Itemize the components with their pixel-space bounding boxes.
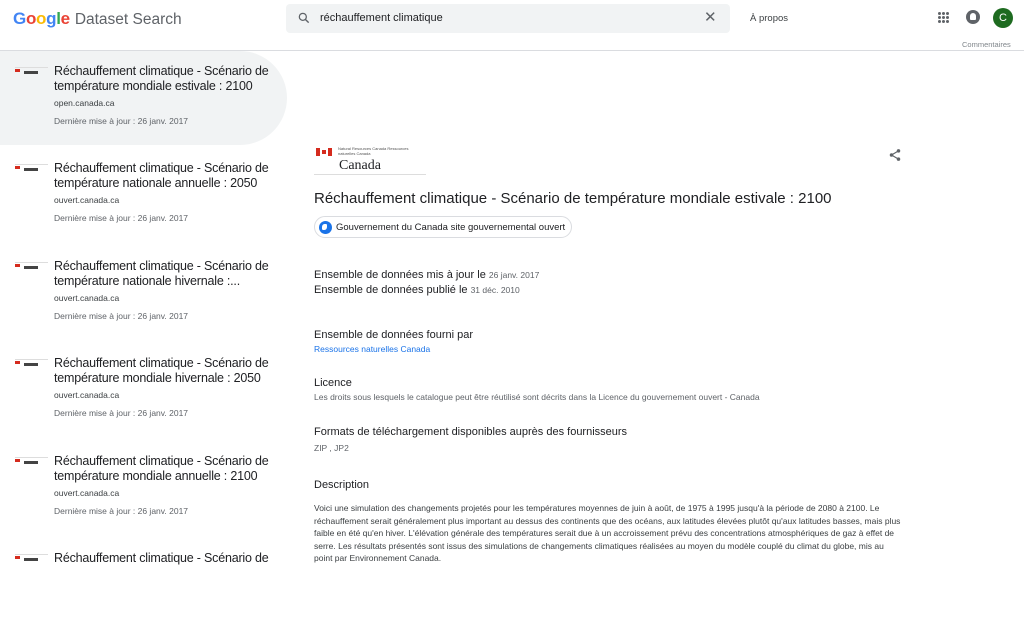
logo-text: Natural Resources Canada Ressources naturelles Canada [338,146,409,156]
formats-label: Formats de téléchargement disponibles auprès des fournisseurs [314,426,628,438]
result-item[interactable] [0,538,287,632]
result-source: ouvert.canada.ca [54,390,120,400]
canada-flag-icon [316,148,332,156]
result-title: Réchauffement climatique - Scénario de température nationale annuelle : 2050 [54,161,269,190]
result-date: Dernière mise à jour : 26 janv. 2017 [54,408,189,418]
source-chip[interactable] [314,216,572,238]
google-logo: Google [13,9,70,28]
search-box[interactable] [286,4,730,33]
published-date: 31 déc. 2010 [470,285,520,295]
result-source: ouvert.canada.ca [54,293,120,303]
provider-link[interactable]: Ressources naturelles Canada [314,344,431,354]
result-date: Dernière mise à jour : 26 janv. 2017 [54,311,189,321]
share-icon[interactable] [888,148,902,162]
result-item[interactable] [0,343,287,437]
avatar[interactable]: C [993,8,1013,28]
result-item[interactable] [0,148,287,242]
result-date: Dernière mise à jour : 26 janv. 2017 [54,213,189,223]
feedback-link[interactable]: Commentaires [962,40,1011,49]
search-icon[interactable] [297,11,311,25]
google-dataset-search-logo[interactable] [13,9,182,29]
dataset-thumbnail [15,67,48,75]
result-item[interactable] [0,441,287,535]
result-title: Réchauffement climatique - Scénario de [54,551,269,565]
result-source: ouvert.canada.ca [54,195,120,205]
description-label: Description [314,479,370,491]
license-text: Les droits sous lesquels le catalogue peut être réutilisé sont décrits dans la Licence du gouvernement ouvert - Canada [314,392,760,402]
result-title: Réchauffement climatique - Scénario de température nationale hivernale :... [54,259,269,288]
result-item[interactable] [0,246,287,340]
result-title: Réchauffement climatique - Scénario de température mondiale estivale : 2100 [54,64,269,93]
updated-label: Ensemble de données mis à jour le [314,269,486,281]
result-date: Dernière mise à jour : 26 janv. 2017 [54,506,189,516]
apps-grid-icon[interactable] [938,12,949,23]
updated-date: 26 janv. 2017 [488,270,540,280]
dataset-thumbnail [15,457,48,465]
dataset-title: Réchauffement climatique - Scénario de température mondiale estivale : 2100 [314,190,832,207]
dataset-thumbnail [15,164,48,172]
globe-icon [319,221,332,234]
result-date: Dernière mise à jour : 26 janv. 2017 [54,116,189,126]
provider-label: Ensemble de données fourni par [314,329,473,341]
notifications-icon[interactable] [966,10,980,24]
result-source: open.canada.ca [54,98,115,108]
license-label: Licence [314,377,352,389]
description-text: Voici une simulation des changements projetés pour les températures moyennes de juin à août, de 1975 à 1995 jusqu'à la période de 2080 à 2100. Le réchauffement serait généralement plus important au dessus des continents que des océans, aux latitudes élevées plutôt qu'aux latitudes basses, mais plus faible en été qu'en hiver. L'élévation générale des températures serait due à un accroissement prévu des concentrations atmosphériques de gaz à effet de serre. Les résultats présentés sont issus des simulations de changements climatiques réalisées au moyen du modèle couplé du climat du globe, mis au point par Environnement Canada. [314,503,901,563]
result-source: ouvert.canada.ca [54,488,120,498]
dataset-thumbnail [15,262,48,270]
product-name: Dataset Search [74,11,182,28]
search-input[interactable]: réchauffement climatique [320,12,443,24]
canada-wordmark: Canada [339,158,381,173]
formats-value: ZIP , JP2 [314,443,349,453]
top-bar [0,0,1024,51]
about-link[interactable]: À propos [750,13,789,24]
result-title: Réchauffement climatique - Scénario de température mondiale annuelle : 2100 [54,454,269,483]
result-item[interactable] [0,51,287,145]
dataset-thumbnail [15,554,48,562]
result-title: Réchauffement climatique - Scénario de température mondiale hivernale : 2050 [54,356,269,385]
dataset-thumbnail [15,359,48,367]
provider-logo [314,145,426,175]
source-chip-label: Gouvernement du Canada site gouvernemental ouvert [336,221,566,233]
clear-search-icon[interactable]: ✕ [704,9,717,26]
published-label: Ensemble de données publié le [314,284,468,296]
